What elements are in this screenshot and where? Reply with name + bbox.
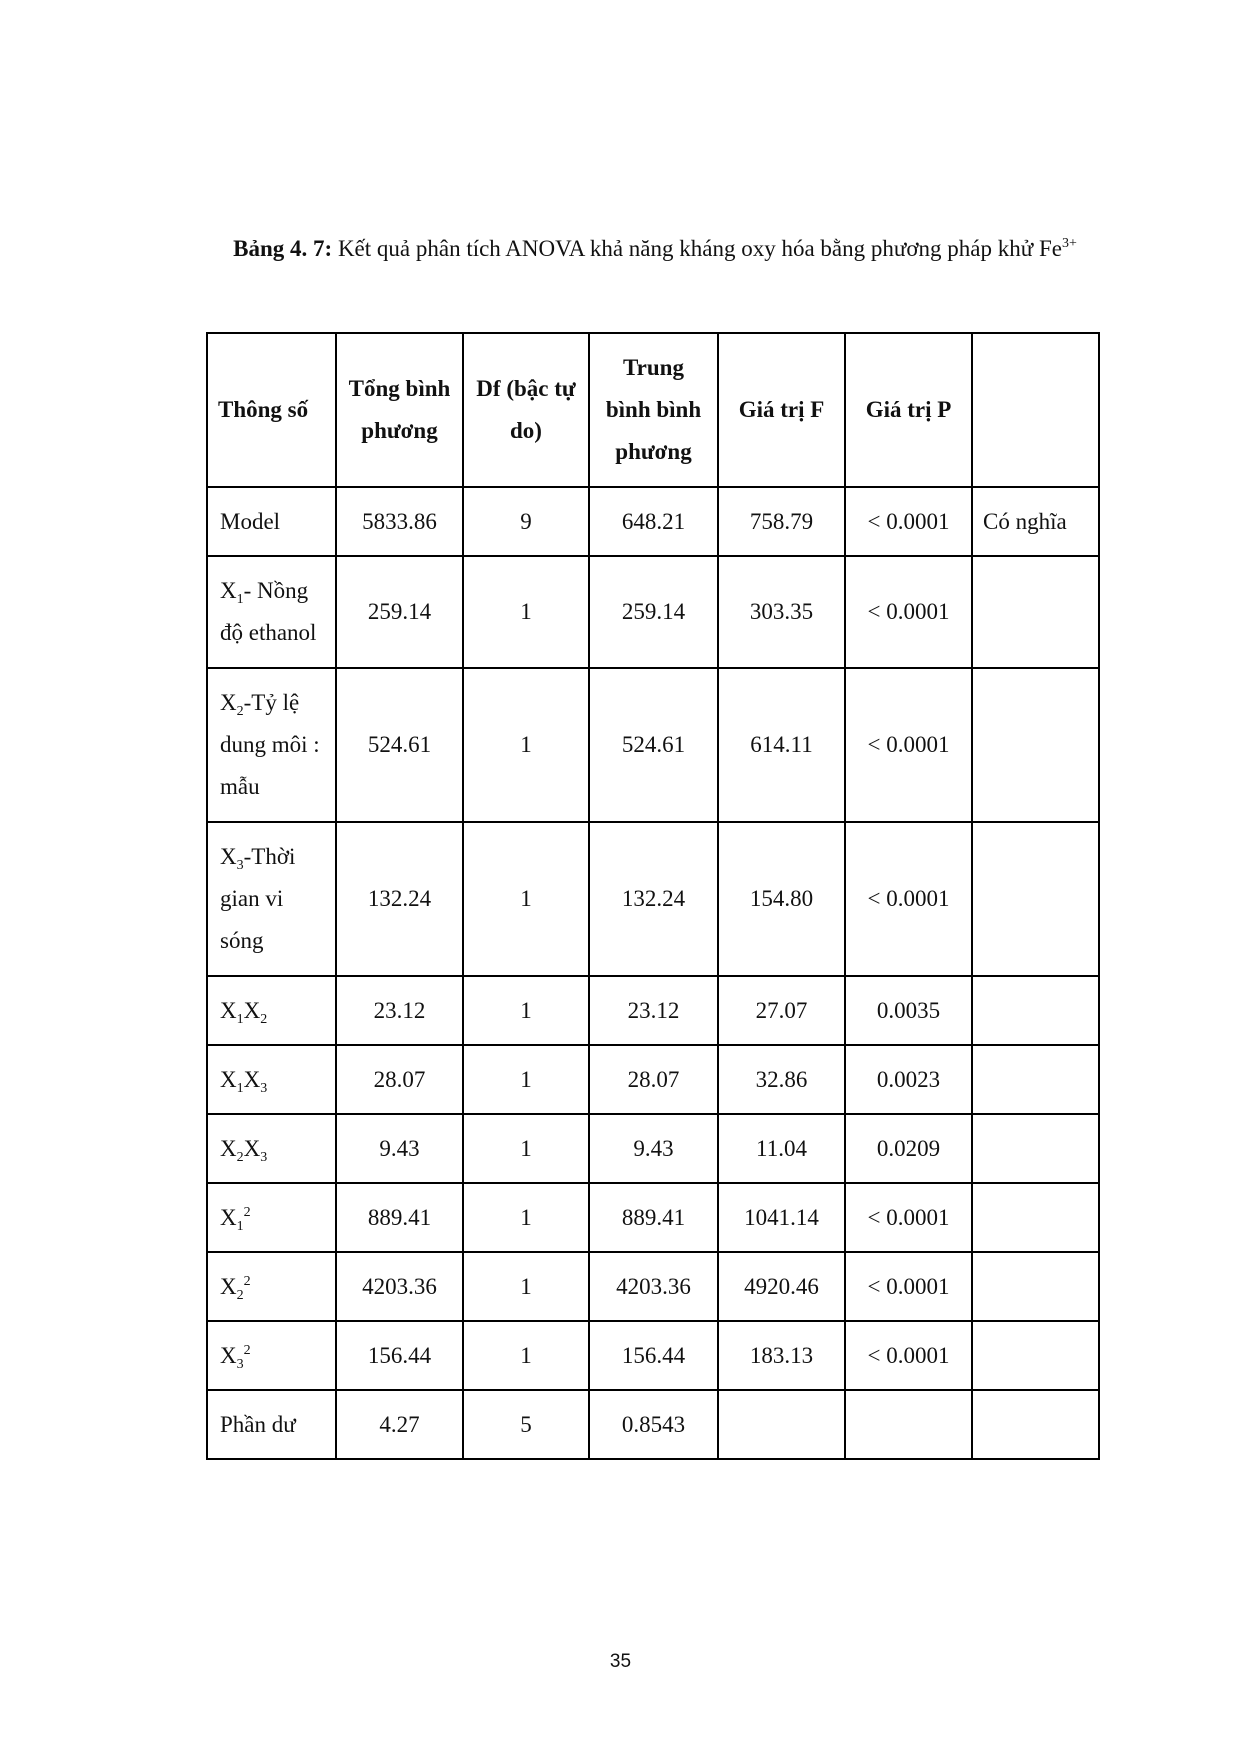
param-subscript: 1 xyxy=(236,592,244,607)
p-cell: < 0.0001 xyxy=(845,1321,972,1390)
ms-cell: 0.8543 xyxy=(589,1390,718,1459)
note-cell xyxy=(972,556,1099,668)
param-cell: Model xyxy=(207,487,336,556)
param-rest: - Nồng độ ethanol xyxy=(220,578,317,645)
p-cell: < 0.0001 xyxy=(845,1183,972,1252)
ss-cell: 28.07 xyxy=(336,1045,463,1114)
ms-cell: 648.21 xyxy=(589,487,718,556)
p-cell xyxy=(845,1390,972,1459)
table-row xyxy=(207,1183,1099,1252)
caption-text: Kết quả phân tích ANOVA khả năng kháng oxy hóa bằng phương pháp khử Fe xyxy=(332,236,1062,261)
ms-cell: 889.41 xyxy=(589,1183,718,1252)
ms-cell: 132.24 xyxy=(589,822,718,976)
p-cell: < 0.0001 xyxy=(845,1252,972,1321)
ss-cell: 889.41 xyxy=(336,1183,463,1252)
f-cell: 1041.14 xyxy=(718,1183,845,1252)
ss-cell: 259.14 xyxy=(336,556,463,668)
f-cell: 758.79 xyxy=(718,487,845,556)
ss-cell: 132.24 xyxy=(336,822,463,976)
table-row xyxy=(207,1045,1099,1114)
df-cell: 1 xyxy=(463,1114,589,1183)
ms-cell: 23.12 xyxy=(589,976,718,1045)
ss-cell: 9.43 xyxy=(336,1114,463,1183)
param-cell xyxy=(207,822,336,976)
table-row xyxy=(207,822,1099,976)
param-cell xyxy=(207,556,336,668)
factor-b-subscript: 2 xyxy=(260,1011,268,1027)
ss-cell: 23.12 xyxy=(336,976,463,1045)
factor-a: X xyxy=(220,1342,237,1368)
table-row xyxy=(207,556,1099,668)
header-parameter: Thông số xyxy=(207,333,336,487)
df-cell: 5 xyxy=(463,1390,589,1459)
param-cell xyxy=(207,1183,336,1252)
df-cell: 1 xyxy=(463,976,589,1045)
header-p-value: Giá trị P xyxy=(845,333,972,487)
p-cell: 0.0035 xyxy=(845,976,972,1045)
anova-table xyxy=(206,332,1100,1460)
f-cell: 4920.46 xyxy=(718,1252,845,1321)
factor-a-subscript: 1 xyxy=(236,1011,244,1027)
ss-cell: 524.61 xyxy=(336,668,463,822)
ss-cell: 4203.36 xyxy=(336,1252,463,1321)
df-cell: 9 xyxy=(463,487,589,556)
note-cell xyxy=(972,976,1099,1045)
param-rest: -Tỷ lệ dung môi : mẫu xyxy=(220,690,320,799)
header-f-value: Giá trị F xyxy=(718,333,845,487)
factor-b: X xyxy=(243,1066,261,1092)
factor-a-subscript: 2 xyxy=(236,1149,244,1165)
f-cell xyxy=(718,1390,845,1459)
param-subscript: 2 xyxy=(236,704,244,719)
ss-cell: 5833.86 xyxy=(336,487,463,556)
p-cell: < 0.0001 xyxy=(845,822,972,976)
f-cell: 32.86 xyxy=(718,1045,845,1114)
table-row xyxy=(207,487,1099,556)
ms-cell: 28.07 xyxy=(589,1045,718,1114)
param-base: X xyxy=(220,578,237,603)
ss-cell: 156.44 xyxy=(336,1321,463,1390)
f-cell: 614.11 xyxy=(718,668,845,822)
f-cell: 303.35 xyxy=(718,556,845,668)
ms-cell: 9.43 xyxy=(589,1114,718,1183)
df-cell: 1 xyxy=(463,556,589,668)
table-row xyxy=(207,668,1099,822)
note-cell xyxy=(972,1114,1099,1183)
df-cell: 1 xyxy=(463,822,589,976)
caption-label: Bảng 4. 7: xyxy=(233,236,333,261)
p-cell: < 0.0001 xyxy=(845,556,972,668)
factor-a-subscript: 3 xyxy=(236,1356,244,1372)
param-rest: -Thời gian vi sóng xyxy=(220,844,296,953)
ms-cell: 524.61 xyxy=(589,668,718,822)
param-cell xyxy=(207,668,336,822)
header-mean-square: Trung bình bình phương xyxy=(589,333,718,487)
table-row xyxy=(207,1114,1099,1183)
table-caption xyxy=(200,228,1110,270)
table-row xyxy=(207,1390,1099,1459)
table-row xyxy=(207,1252,1099,1321)
df-cell: 1 xyxy=(463,1252,589,1321)
header-note xyxy=(972,333,1099,487)
factor-b-subscript: 3 xyxy=(260,1149,268,1165)
ss-cell: 4.27 xyxy=(336,1390,463,1459)
param-base: X xyxy=(220,844,237,869)
factor-a-superscript: 2 xyxy=(243,1273,251,1289)
factor-a: X xyxy=(220,1273,237,1299)
note-cell xyxy=(972,1183,1099,1252)
param-cell xyxy=(207,1045,336,1114)
factor-a: X xyxy=(220,1204,237,1230)
factor-b-subscript: 3 xyxy=(260,1080,268,1096)
page-number: 35 xyxy=(609,1651,632,1672)
param-cell xyxy=(207,1114,336,1183)
header-sum-of-squares: Tổng bình phương xyxy=(336,333,463,487)
factor-a: X xyxy=(220,1066,237,1092)
param-cell xyxy=(207,1321,336,1390)
ms-cell: 259.14 xyxy=(589,556,718,668)
factor-b: X xyxy=(243,1135,261,1161)
factor-a: X xyxy=(220,997,237,1023)
note-cell xyxy=(972,1390,1099,1459)
param-cell: Phần dư xyxy=(207,1390,336,1459)
f-cell: 183.13 xyxy=(718,1321,845,1390)
p-cell: < 0.0001 xyxy=(845,487,972,556)
header-row xyxy=(207,333,1099,487)
df-cell: 1 xyxy=(463,1045,589,1114)
factor-a: X xyxy=(220,1135,237,1161)
param-cell xyxy=(207,976,336,1045)
p-cell: 0.0209 xyxy=(845,1114,972,1183)
factor-a-superscript: 2 xyxy=(243,1342,251,1358)
header-df: Df (bậc tự do) xyxy=(463,333,589,487)
param-base: X xyxy=(220,690,237,715)
ms-cell: 4203.36 xyxy=(589,1252,718,1321)
f-cell: 27.07 xyxy=(718,976,845,1045)
df-cell: 1 xyxy=(463,668,589,822)
table-row xyxy=(207,1321,1099,1390)
note-cell xyxy=(972,1045,1099,1114)
table-row xyxy=(207,976,1099,1045)
note-cell xyxy=(972,822,1099,976)
factor-a-superscript: 2 xyxy=(243,1204,251,1220)
param-subscript: 3 xyxy=(236,858,244,873)
p-cell: < 0.0001 xyxy=(845,668,972,822)
param-cell xyxy=(207,1252,336,1321)
factor-a-subscript: 2 xyxy=(236,1287,244,1303)
factor-a-subscript: 1 xyxy=(236,1080,244,1096)
caption-superscript: 3+ xyxy=(1061,236,1077,251)
note-cell xyxy=(972,668,1099,822)
p-cell: 0.0023 xyxy=(845,1045,972,1114)
factor-a-subscript: 1 xyxy=(236,1218,244,1234)
f-cell: 11.04 xyxy=(718,1114,845,1183)
note-cell xyxy=(972,1321,1099,1390)
f-cell: 154.80 xyxy=(718,822,845,976)
factor-b: X xyxy=(243,997,261,1023)
df-cell: 1 xyxy=(463,1183,589,1252)
ms-cell: 156.44 xyxy=(589,1321,718,1390)
note-cell xyxy=(972,1252,1099,1321)
note-cell: Có nghĩa xyxy=(972,487,1099,556)
df-cell: 1 xyxy=(463,1321,589,1390)
